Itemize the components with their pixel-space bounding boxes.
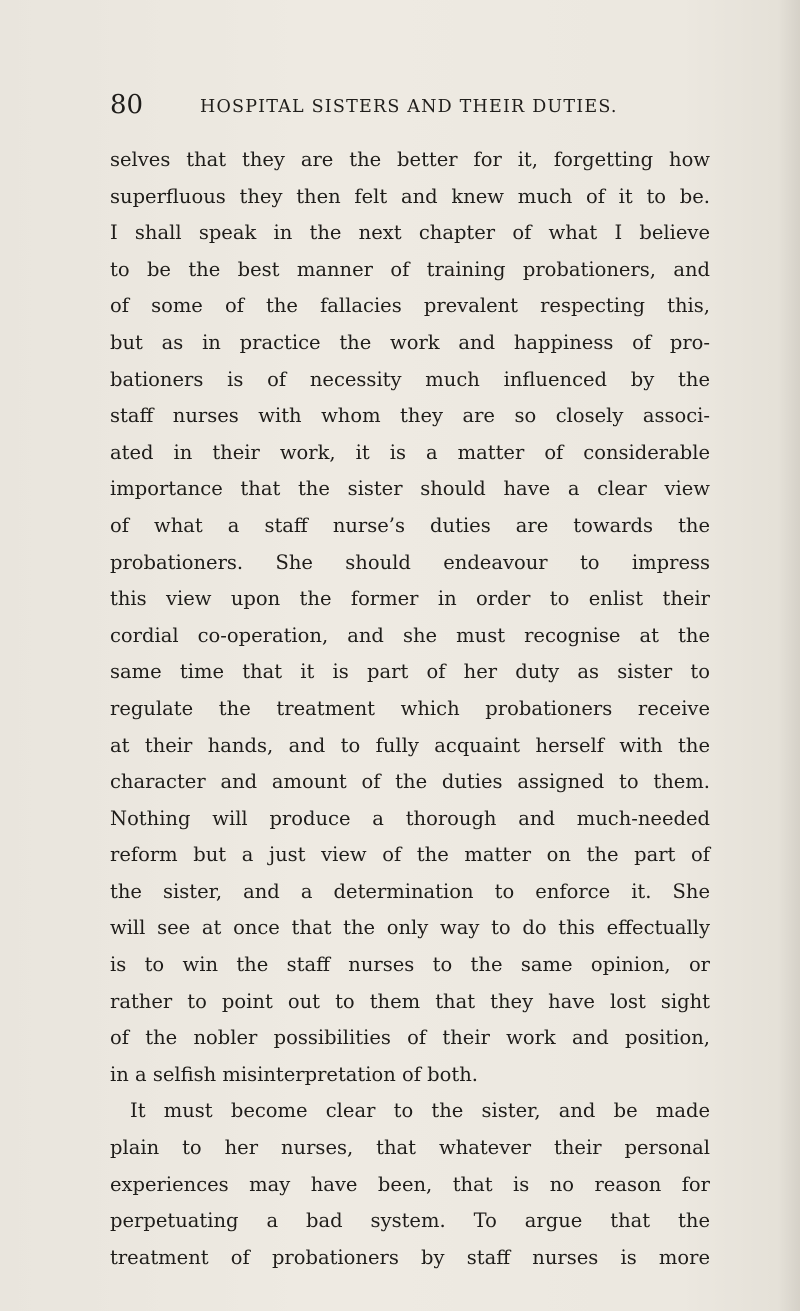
text-line: same time that it is part of her duty as sister to bbox=[110, 660, 710, 684]
paragraph-last-line: in a selfish misinterpretation of both. bbox=[110, 1062, 478, 1086]
text-line: cordial co-operation, and she must recognise at the bbox=[110, 623, 710, 647]
text-line: I shall speak in the next chapter of what I believe bbox=[110, 221, 710, 245]
text-line: to be the best manner of training probationers, and bbox=[110, 257, 710, 281]
text-line: probationers. She should endeavour to impress bbox=[110, 550, 710, 574]
text-line: bationers is of necessity much influenced by the bbox=[110, 367, 710, 391]
text-line: at their hands, and to fully acquaint herself with the bbox=[110, 733, 710, 757]
page-number: 80 bbox=[110, 90, 144, 120]
text-line: staff nurses with whom they are so closely associ- bbox=[110, 404, 710, 428]
text-line: is to win the staff nurses to the same opinion, or bbox=[110, 953, 710, 977]
text-line: of some of the fallacies prevalent respecting this, bbox=[110, 294, 710, 318]
text-line: character and amount of the duties assigned to them. bbox=[110, 770, 710, 794]
text-line: plain to her nurses, that whatever their personal bbox=[110, 1136, 710, 1160]
text-line: but as in practice the work and happiness of pro- bbox=[110, 330, 710, 354]
text-line: reform but a just view of the matter on the part of bbox=[110, 843, 710, 867]
text-line: the sister, and a determination to enforce it. She bbox=[110, 879, 710, 903]
running-head bbox=[110, 90, 710, 130]
text-line: perpetuating a bad system. To argue that the bbox=[110, 1209, 710, 1233]
text-line: regulate the treatment which probationers receive bbox=[110, 696, 710, 720]
paragraph-first-line: It must become clear to the sister, and be made bbox=[130, 1099, 710, 1123]
text-line: of what a staff nurse’s duties are towards the bbox=[110, 513, 710, 537]
text-line: importance that the sister should have a clear view bbox=[110, 477, 710, 501]
text-line: ated in their work, it is a matter of considerable bbox=[110, 440, 710, 464]
text-line: treatment of probationers by staff nurses is more bbox=[110, 1245, 710, 1269]
text-line: experiences may have been, that is no reason for bbox=[110, 1172, 710, 1196]
text-line: of the nobler possibilities of their work and position, bbox=[110, 1026, 710, 1050]
text-line: this view upon the former in order to enlist their bbox=[110, 587, 710, 611]
text-line: rather to point out to them that they have lost sight bbox=[110, 989, 710, 1013]
page-edge-shadow bbox=[778, 0, 800, 1311]
running-title: HOSPITAL SISTERS AND THEIR DUTIES. bbox=[200, 97, 618, 117]
body-text bbox=[110, 142, 710, 1276]
text-line: will see at once that the only way to do this effectually bbox=[110, 916, 710, 940]
text-line: superfluous they then felt and knew much of it to be. bbox=[110, 184, 710, 208]
text-line: Nothing will produce a thorough and much-needed bbox=[110, 806, 710, 830]
text-line: selves that they are the better for it, forgetting how bbox=[110, 148, 710, 171]
